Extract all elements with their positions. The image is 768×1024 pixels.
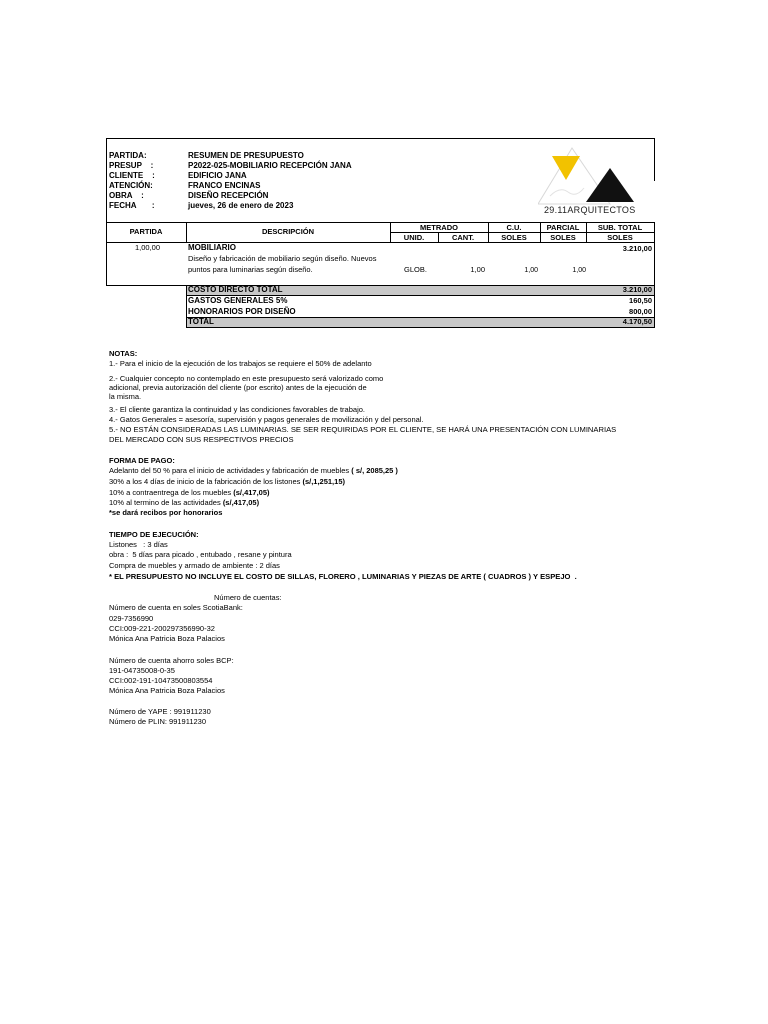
- totals-bottom: [186, 327, 654, 328]
- row-partida: 1,00,00: [134, 243, 160, 252]
- tiempo-3: Compra de muebles y armado de ambiente : 2 días: [109, 561, 280, 570]
- tiempo-2: obra : 5 días para picado , entubado , resane y pintura: [109, 550, 292, 559]
- nota-2b: adicional, previa autorización del cliente (por escrito) antes de la ejecución de: [109, 383, 367, 392]
- pago-3: [109, 488, 270, 498]
- obra-label: OBRA :: [109, 191, 144, 200]
- fecha-value: jueves, 26 de enero de 2023: [188, 201, 294, 210]
- col-metrado-header: METRADO: [420, 223, 458, 232]
- pago-1-amount: ( s/, 2085,25 ): [351, 466, 398, 475]
- nota-5a: 5.- NO ESTÁN CONSIDERADAS LAS LUMINARIAS. SE SER REQUIRIDAS POR EL CLIENTE, SE HARÁ UNA PRESENTACIÓN CON LUMINARIAS: [109, 425, 617, 434]
- row-desc-line2: puntos para luminarias según diseño.: [188, 265, 313, 274]
- gastos-generales-label: GASTOS GENERALES 5%: [188, 296, 288, 305]
- cliente-value: EDIFICIO JANA: [188, 171, 247, 180]
- partida-label: PARTIDA:: [109, 151, 147, 160]
- tiempo-1: Listones : 3 días: [109, 540, 168, 549]
- cuentas-title: Número de cuentas:: [214, 593, 282, 602]
- honorarios-value: 800,00: [629, 307, 652, 316]
- atencion-label: ATENCIÓN:: [109, 181, 153, 190]
- nota-2a: 2.- Cualquier concepto no contemplado en este presupuesto será valorizado como: [109, 374, 384, 383]
- obra-value: DISEÑO RECEPCIÓN: [188, 191, 269, 200]
- col-cu-soles-header: SOLES: [501, 233, 527, 242]
- pago-2-text: 30% a los 4 días de inicio de la fabricación de los listones: [109, 477, 303, 486]
- nota-4: 4.- Gatos Generales = asesoría, supervisión y pagos generales de movilización y del personal.: [109, 415, 424, 424]
- tiempo-title: TIEMPO DE EJECUCIÓN:: [109, 530, 199, 539]
- nota-5b: DEL MERCADO CON SUS RESPECTIVOS PRECIOS: [109, 435, 294, 444]
- row-unid: GLOB.: [404, 265, 427, 274]
- col-parcial-header: PARCIAL: [546, 223, 580, 232]
- cuenta-scotia-holder: Mónica Ana Patricia Boza Palacios: [109, 634, 225, 643]
- logo-wordmark: 29.11ARQUITECTOS: [544, 205, 636, 215]
- atencion-value: FRANCO ENCINAS: [188, 181, 261, 190]
- col-subtotal-soles-header: SOLES: [607, 233, 633, 242]
- partida-value: RESUMEN DE PRESUPUESTO: [188, 151, 304, 160]
- total-value: 4.170,50: [622, 317, 652, 326]
- cliente-label: CLIENTE :: [109, 171, 155, 180]
- costo-directo-value: 3.210,00: [622, 285, 652, 294]
- header-left-border: [106, 138, 107, 286]
- pago-4-amount: (s/,417,05): [222, 498, 260, 507]
- col-cant-header: CANT.: [451, 233, 475, 242]
- row-cu: 1,00: [524, 267, 538, 274]
- costo-directo-label: COSTO DIRECTO TOTAL: [188, 285, 283, 294]
- col-divider: [654, 222, 655, 286]
- tiempo-exclusion: * EL PRESUPUESTO NO INCLUYE EL COSTO DE SILLAS, FLORERO , LUMINARIAS Y PIEZAS DE ARTE ( CUADROS ) Y ESPEJO .: [109, 572, 577, 581]
- totals-right-border: [654, 286, 655, 328]
- nota-2c: la misma.: [109, 392, 142, 401]
- row-parcial: 1,00: [572, 267, 586, 274]
- row-subtotal: 3.210,00: [622, 244, 652, 253]
- col-parcial-soles-header: SOLES: [550, 233, 576, 242]
- col-subtotal-header: SUB. TOTAL: [597, 223, 643, 232]
- company-logo: [538, 146, 638, 218]
- cuenta-bcp-label: Número de cuenta ahorro soles BCP:: [109, 656, 234, 665]
- yape-number: Número de YAPE : 991911230: [109, 707, 211, 716]
- pago-2: [109, 477, 345, 487]
- pago-2-amount: (s/,1,251,15): [302, 477, 345, 486]
- cuenta-scotia-number: 029-7356990: [109, 614, 154, 623]
- pago-3-amount: (s/,417,05): [233, 488, 270, 497]
- presup-label: PRESUP :: [109, 161, 154, 170]
- row-cant: 1,00: [470, 265, 485, 274]
- gastos-generales-value: 160,50: [629, 296, 652, 305]
- nota-3: 3.- El cliente garantiza la continuidad y las condiciones favorables de trabajo.: [109, 405, 365, 414]
- honorarios-label: HONORARIOS POR DISEÑO: [188, 307, 296, 316]
- row-title: MOBILIARIO: [188, 243, 236, 252]
- pago-1: [109, 466, 398, 476]
- cuenta-bcp-holder: Mónica Ana Patricia Boza Palacios: [109, 686, 225, 695]
- row-desc-line1: Diseño y fabricación de mobiliario según diseño. Nuevos: [188, 254, 377, 263]
- pago-4-text: 10% al termino de las actividades: [109, 498, 223, 507]
- pago-recibos: *se dará recibos por honorarios: [109, 508, 223, 517]
- total-label: TOTAL: [188, 317, 214, 326]
- header-right-border: [654, 138, 655, 181]
- pago-title: FORMA DE PAGO:: [109, 456, 175, 465]
- col-descripcion-header: DESCRIPCIÓN: [261, 227, 315, 236]
- col-cu-header: C.U.: [506, 223, 522, 232]
- plin-number: Número de PLIN: 991911230: [109, 717, 207, 726]
- pago-1-text: Adelanto del 50 % para el inicio de actividades y fabricación de muebles: [109, 466, 352, 475]
- pago-4: [109, 498, 259, 508]
- col-partida-header: PARTIDA: [129, 227, 163, 236]
- totals-left-border: [186, 286, 187, 328]
- total-row-bg: [186, 318, 654, 327]
- presup-value: P2022-025-MOBILIARIO RECEPCIÓN JANA: [188, 161, 352, 170]
- cuenta-bcp-cci: CCI:002-191-10473500803554: [109, 676, 213, 685]
- fecha-label: FECHA :: [109, 201, 155, 210]
- col-unid-header: UNID.: [403, 233, 425, 242]
- header-top-border: [106, 138, 654, 139]
- cuenta-bcp-number: 191-04735008-0-35: [109, 666, 175, 675]
- cuenta-scotia-cci: CCI:009-221-200297356990-32: [109, 624, 215, 633]
- pago-3-text: 10% a contraentrega de los muebles: [109, 488, 234, 497]
- cuenta-scotia-label: Número de cuenta en soles ScotiaBank:: [109, 603, 243, 612]
- notas-title: NOTAS:: [109, 349, 138, 358]
- nota-1: 1.- Para el inicio de la ejecución de los trabajos se requiere el 50% de adelanto: [109, 359, 372, 368]
